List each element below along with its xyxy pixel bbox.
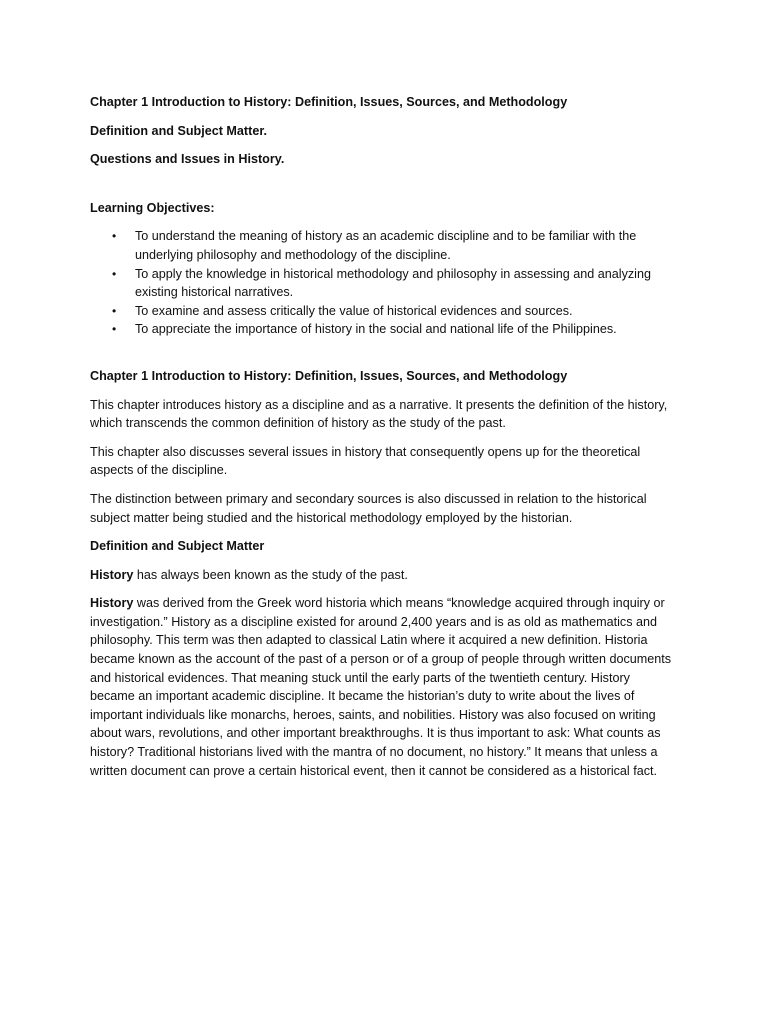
document-title: Chapter 1 Introduction to History: Definition, Issues, Sources, and Methodology — [90, 95, 568, 109]
objectives-list — [90, 227, 678, 339]
bullet-icon: • — [112, 229, 117, 244]
subheading-definition: Definition and Subject Matter. — [90, 123, 268, 138]
history-etymology-paragraph — [90, 594, 678, 780]
objective-text: To appreciate the importance of history in the social and national life of the Philippines. — [135, 322, 617, 337]
subheading-questions: Questions and Issues in History. — [90, 152, 285, 167]
chapter-heading: Chapter 1 Introduction to History: Definition, Issues, Sources, and Methodology — [90, 368, 568, 383]
intro-paragraph: This chapter also discusses several issues in history that consequently opens up for the theoretical aspects of the discipline. — [90, 444, 641, 478]
intro-paragraph: The distinction between primary and secondary sources is also discussed in relation to the historical subject matter being studied and the historical methodology employed by the historian. — [90, 491, 647, 525]
objective-text: To understand the meaning of history as an academic discipline and to be familiar with the underlying philosophy and methodology of the discipline. — [135, 229, 637, 262]
history-term: History — [90, 596, 134, 611]
list-item — [90, 302, 678, 321]
bullet-icon: • — [112, 266, 117, 281]
objective-text: To apply the knowledge in historical methodology and philosophy in assessing and analyzing existing historical narratives. — [135, 266, 651, 300]
intro-paragraph: This chapter introduces history as a discipline and as a narrative. It presents the definition of the history, which transcends the common definition of history as the study of the past. — [90, 397, 668, 431]
list-item — [90, 265, 678, 302]
bullet-icon: • — [112, 303, 117, 318]
objective-text: To examine and assess critically the value of historical evidences and sources. — [135, 303, 573, 318]
bullet-icon: • — [112, 322, 117, 337]
history-paragraph-text: was derived from the Greek word historia which means “knowledge acquired through inquiry or investigation.” History as a discipline existed for around 2,400 years and is as old as mathematics and philosophy. This term was then adapted to classical Latin where it acquired a new definition. Historia became known as the account of the past of a person or of a group of people through written documents and historical evidences. That meaning stuck until the early parts of the twentieth century. History became an important academic discipline. It became the historian’s duty to write about the lives of important individuals like monarchs, heroes, saints, and nobilities. History was also focused on writing about wars, revolutions, and other important breakthroughs. It is thus important to ask: What counts as history? Traditional historians lived with the mantra of no document, no history.” It means that unless a written document can prove a certain historical event, then it cannot be considered as a historical fact. — [90, 596, 672, 778]
definition-heading: Definition and Subject Matter — [90, 539, 265, 554]
history-term: History — [90, 567, 134, 582]
list-item — [90, 320, 678, 339]
objectives-heading: Learning Objectives: — [90, 200, 215, 215]
history-definition-sentence — [90, 566, 678, 585]
history-sentence-text: has always been known as the study of the past. — [133, 567, 408, 582]
list-item — [90, 227, 678, 264]
